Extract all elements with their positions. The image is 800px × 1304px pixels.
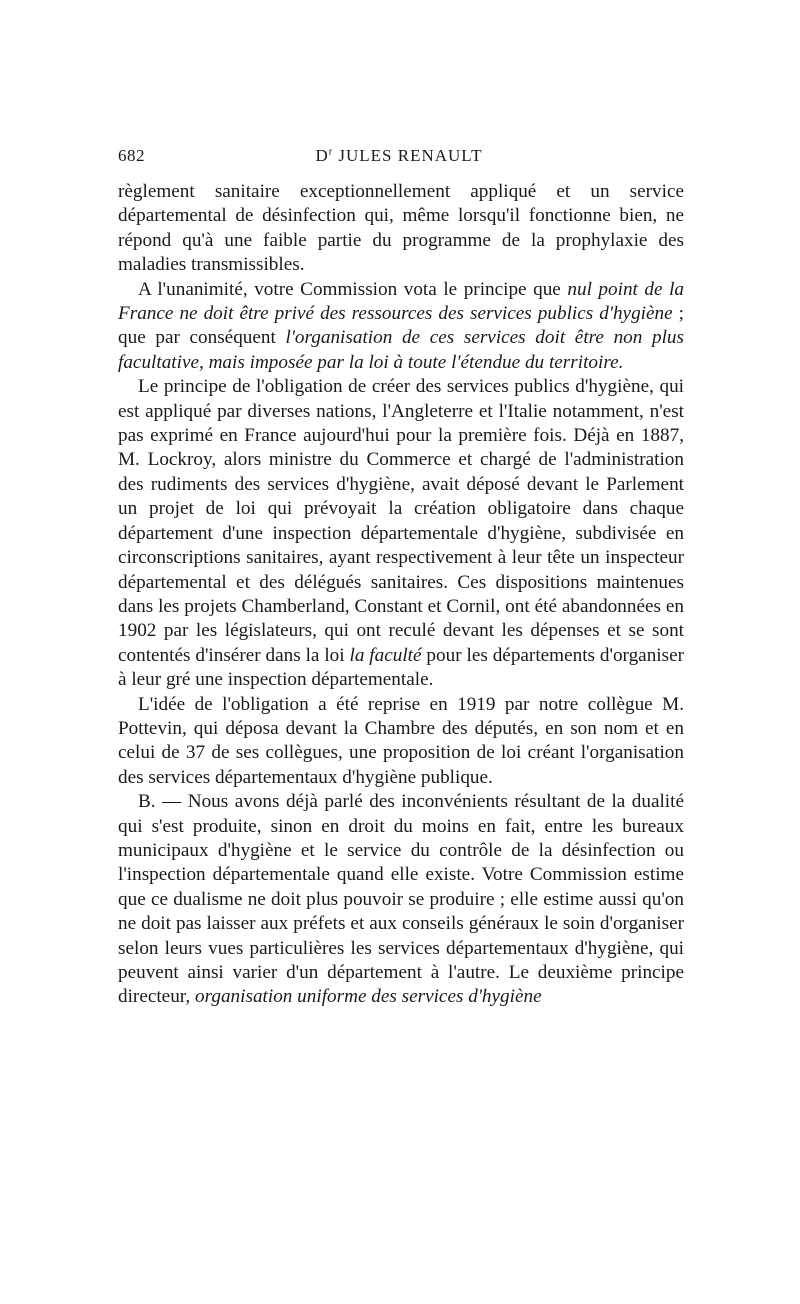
page-number: 682 (118, 146, 145, 165)
running-head (118, 146, 680, 170)
emphasized-text: nul point de la France ne doit être privé des ressources des services publics d'hygiène (118, 278, 685, 325)
paragraph (118, 278, 684, 376)
emphasized-text: organisation uniforme des services d'hygiène (195, 986, 542, 1008)
text-segment: B. — Nous avons déjà parlé des inconvénients résultant de la dualité qui s'est produite, sinon en droit du moins en fait, entre les bureaux municipaux d'hygiène et le service du contrôle de la désinfection ou l'inspection départementale quand elle existe. Votre Commission estime que ce dualisme ne doit plus pouvoir se produire ; elle estime aussi qu'on ne doit pas laisser aux préfets et aux conseils généraux le soin d'organiser selon leurs vues particulières les services départementaux d'hygiène, qui peuvent ainsi varier d'un département à l'autre. Le deuxième principe directeur, (118, 791, 684, 1008)
emphasized-text: l'organisation de ces services doit être non plus facultative, mais imposée par la loi à toute l'étendue du territoire. (118, 327, 684, 373)
text-segment: pour les départements d'organiser à leur gré une inspection départementale. (118, 644, 684, 691)
text-segment: règlement sanitaire exceptionnellement appliqué et un service départemental de désinfection qui, même lorsqu'il fonctionne bien, ne répond qu'à une faible partie du programme de la prophylaxie des maladies transmissibles. (118, 181, 684, 276)
body-text (118, 180, 684, 1010)
title-prefix: D (315, 146, 329, 165)
running-title (118, 146, 680, 166)
title-name: JULES RENAULT (333, 146, 483, 165)
paragraph (118, 375, 684, 692)
paragraph (118, 790, 684, 1010)
text-segment: Le principe de l'obligation de créer des services publics d'hygiène, qui est appliqué par diverses nations, l'Angleterre et l'Italie notamment, n'est pas exprimé en France aujourd'hui pour la première fois. Déjà en 1887, M. Lockroy, alors ministre du Commerce et chargé de l'administration des rudiments des services d'hygiène, avait déposé devant le Parlement un projet de loi qui prévoyait la création obligatoire dans chaque département d'une inspection départementale d'hygiène, subdivisée en circonscriptions sanitaires, ayant respectivement à leur tête un inspecteur départemental et des délégués sanitaires. Ces dispositions maintenues dans les projets Chamberland, Constant et Cornil, ont été abandonnées en 1902 par les législateurs, qui ont reculé devant les dépenses et se sont contentés d'insérer dans la loi (118, 376, 684, 666)
paragraph (118, 693, 684, 791)
title-superscript: r (328, 146, 334, 158)
text-segment: A l'unanimité, votre Commission vota le principe que (138, 278, 568, 300)
paragraph (118, 180, 684, 278)
text-segment: L'idée de l'obligation a été reprise en 1919 par notre collègue M. Pottevin, qui déposa devant la Chambre des députés, en son nom et en celui de 37 de ses collègues, une proposition de loi créant l'organisation des services départementaux d'hygiène publique. (118, 693, 684, 788)
emphasized-text: la faculté (349, 644, 422, 666)
text-segment: ; que par conséquent (118, 303, 684, 349)
